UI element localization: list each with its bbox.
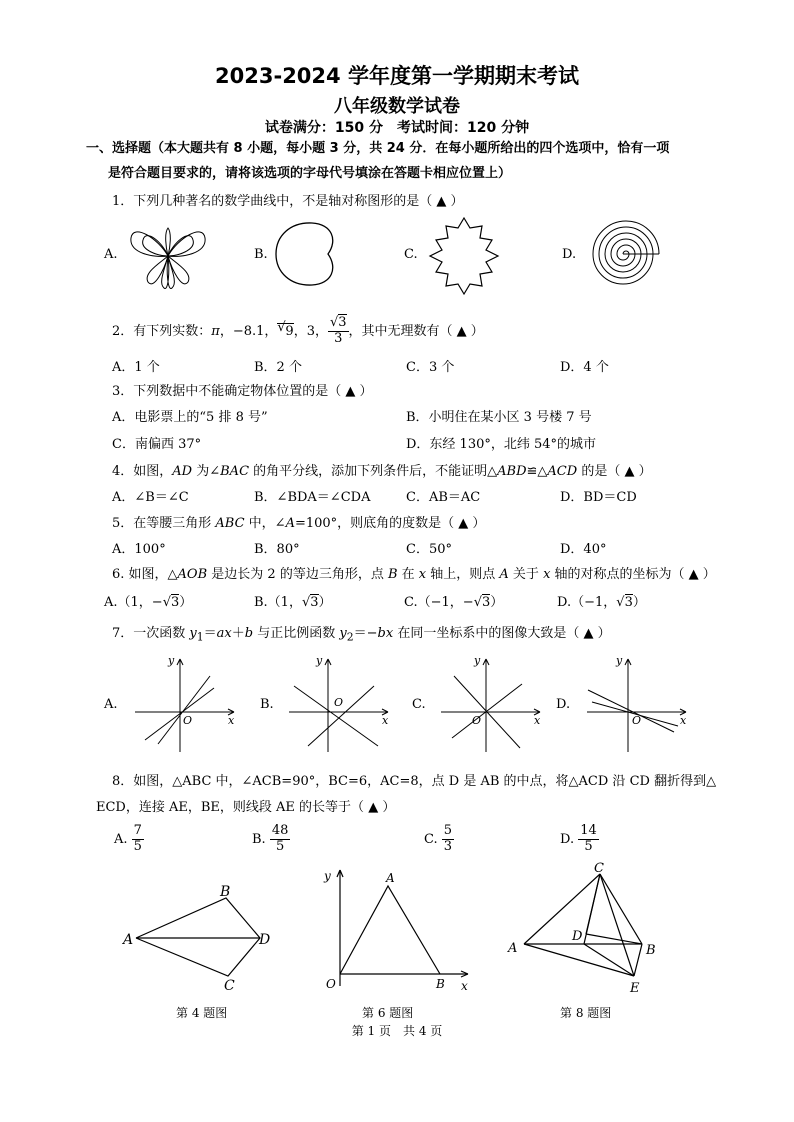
q6-t1: 6. 如图，△ [112, 567, 178, 582]
q8-option-a-frac [132, 824, 144, 855]
q6-option-a [104, 591, 192, 610]
section-heading-line1: 一、选择题（本大题共有 8 小题，每小题 3 分，共 24 分．在每小题所给出的四个选项中，恰有一项 [86, 141, 670, 156]
q8-option-c [424, 824, 454, 855]
fig8-label-d: D [572, 929, 583, 944]
origin-label: O [334, 696, 344, 709]
q7d-line-1 [588, 690, 674, 732]
cardioid-figure [272, 220, 344, 288]
figure-6 [318, 866, 478, 998]
q6-option-b-label: B.（1， [254, 595, 302, 610]
q8-c-num: 5 [443, 823, 453, 838]
butterfly-curve-figure [128, 218, 208, 292]
fig4-label-b: B [220, 884, 231, 900]
spiral-figure [585, 218, 661, 292]
q8-option-b [252, 824, 290, 855]
question-5 [112, 512, 485, 531]
q4-acd: ACD [547, 464, 578, 479]
q7-graph-b [284, 654, 394, 754]
origin-label: O [183, 714, 193, 727]
q4-t1: 为∠ [192, 464, 221, 479]
fig4-label-c: C [224, 978, 235, 994]
q6-option-b-close: ） [318, 595, 332, 610]
sqrt-symbol-icon: √ [329, 315, 339, 330]
q6-t3: 在 [397, 567, 419, 582]
q6-t4: 轴上，则点 [426, 567, 500, 582]
q5-a: A [285, 516, 295, 531]
q5-option-c: C．50° [406, 542, 452, 557]
q3-option-c: C．南偏西 37° [112, 437, 202, 452]
q2-option-d: D．4 个 [560, 360, 609, 375]
x-axis-label: x [382, 714, 389, 727]
q7-t1: 7．一次函数 [112, 626, 190, 641]
q2-option-c: C．3 个 [406, 360, 455, 375]
question-3: 3．下列数据中不能确定物体位置的是（ ▲ ） [112, 384, 373, 399]
q7-sub2: 2 [346, 630, 354, 644]
q6-option-d-label: D.（−1， [557, 595, 617, 610]
x-axis-label: x [228, 714, 235, 727]
q4-option-c: C．AB＝AC [406, 490, 481, 505]
q8-option-d [560, 824, 599, 855]
q6-option-a-close: ） [179, 595, 193, 610]
q8-option-b-frac [270, 824, 291, 855]
q6-option-c-close: ） [490, 595, 504, 610]
q2-prefix: 2．有下列实数： [112, 323, 212, 339]
exam-title: 2023-2024 学年度第一学期期末考试 [215, 64, 579, 88]
q3-option-a: A．电影票上的“5 排 8 号” [112, 410, 268, 425]
figure-4-caption: 第 4 题图 [176, 1006, 228, 1020]
question-2 [112, 316, 484, 347]
fig6-label-x: x [461, 979, 468, 993]
question-8-line2: ECD，连接 AE，BE，则线段 AE 的长等于（ ▲ ） [96, 800, 396, 815]
figure-6-caption: 第 6 题图 [362, 1006, 414, 1020]
q7-bx: bx [377, 626, 394, 641]
exam-info: 试卷满分：150 分 考试时间：120 分钟 [264, 120, 530, 136]
sqrt-symbol-icon: √ [162, 595, 171, 610]
q8-d-den: 5 [584, 838, 593, 854]
fig8-label-b: B [646, 943, 656, 958]
q6-option-d-root: 3 [624, 595, 633, 610]
q6-option-a-label: A.（1，− [104, 595, 163, 610]
fig6-label-b: B [436, 977, 445, 991]
q4-option-a: A．∠B＝∠C [112, 490, 189, 505]
question-1: 1．下列几种著名的数学曲线中，不是轴对称图形的是（ ▲ ） [112, 194, 464, 209]
q2-frac-num-value: 3 [338, 315, 347, 330]
q1-option-b: B. [254, 247, 268, 262]
q4-option-b: B．∠BDA＝∠CDA [254, 490, 371, 505]
q6-option-d [557, 591, 646, 610]
q7b-line-2 [308, 686, 374, 746]
question-6 [112, 563, 716, 582]
q2-mid1: ，−8.1， [219, 323, 278, 339]
q3-option-d: D．东经 130°，北纬 54°的城市 [406, 437, 597, 452]
q2-sqrt9 [277, 319, 294, 339]
q1-option-c: C. [404, 247, 418, 262]
sqrt-symbol-icon: √ [277, 319, 286, 335]
fig6-label-y: y [324, 869, 331, 883]
q7b-line-1 [294, 686, 378, 746]
figure-4 [118, 880, 288, 994]
koch-snowflake-figure [426, 216, 502, 294]
q7-t5: ＝− [353, 626, 378, 641]
fig4-label-a: A [123, 932, 134, 948]
x-axis-label: x [534, 714, 541, 727]
q5-option-d: D．40° [560, 542, 607, 557]
q6-option-a-root: 3 [170, 595, 180, 610]
fig4-label-d: D [259, 932, 271, 948]
q7-t3: ＋ [231, 626, 245, 641]
q8-option-c-label: C. [424, 831, 438, 847]
q7-b: b [244, 626, 254, 641]
y-axis-label: y [316, 654, 323, 667]
q7-option-c: C. [412, 697, 426, 712]
question-8-line1: 8．如图，△ABC 中，∠ACB=90°，BC=6，AC=8，点 D 是 AB 的中点，将△ACD 沿 CD 翻折得到△ [112, 774, 717, 789]
q7-option-d: D. [556, 697, 571, 712]
q7-ax: ax [216, 626, 232, 641]
q7-y1: y [189, 626, 197, 641]
q6-option-c-root: 3 [481, 595, 491, 610]
q1-option-d: D. [562, 247, 577, 262]
q6-t5: 关于 [508, 567, 544, 582]
section-heading-line2: 是符合题目要求的，请将该选项的字母代号填涂在答题卡相应位置上） [108, 166, 512, 181]
question-4 [112, 460, 652, 479]
q8-option-b-label: B. [252, 831, 266, 847]
q2-option-a: A．1 个 [112, 360, 160, 375]
sqrt-symbol-icon: √ [616, 595, 625, 610]
q8-b-num: 48 [271, 823, 289, 838]
q6-t2: 是边长为 2 的等边三角形，点 [207, 567, 388, 582]
q3-option-b: B．小明住在某小区 3 号楼 7 号 [406, 410, 592, 425]
figure-8 [502, 862, 672, 998]
origin-label: O [632, 714, 642, 727]
question-7 [112, 622, 611, 644]
fig8-label-c: C [594, 861, 604, 876]
q4-num: 4．如图， [112, 464, 173, 479]
page-footer: 第 1 页 共 4 页 [351, 1024, 443, 1038]
sqrt-symbol-icon: √ [301, 595, 311, 610]
fig6-label-o: O [326, 977, 336, 991]
q6-option-c [404, 591, 503, 610]
q5-t3: =100°，则底角的度数是（ ▲ ） [294, 516, 486, 531]
q6-option-b [254, 591, 332, 610]
q4-cong: ≌△ [526, 464, 548, 479]
exam-subtitle: 八年级数学试卷 [334, 96, 460, 117]
q5-t1: 5．在等腰三角形 [112, 516, 216, 531]
fig6-label-a: A [386, 871, 395, 885]
q4-bac: BAC [220, 464, 250, 479]
q6-option-b-root: 3 [310, 595, 319, 610]
q7-t6: 在同一坐标系中的图像大致是（ ▲ ） [393, 626, 611, 641]
sqrt-symbol-icon: √ [473, 595, 482, 610]
q2-frac-den: 3 [334, 330, 343, 346]
q8-option-c-frac [442, 824, 454, 855]
q7-option-b: B. [260, 697, 274, 712]
fig8-label-a: A [508, 941, 518, 956]
fig8-label-e: E [630, 981, 640, 996]
q6-a: A [499, 567, 509, 582]
q8-option-a-label: A. [114, 831, 128, 847]
q2-pi: π [211, 323, 220, 339]
q7-option-a: A. [104, 697, 118, 712]
q6-x2: x [543, 567, 551, 582]
q5-t2: 中，∠ [244, 516, 286, 531]
y-axis-label: y [474, 654, 481, 667]
q4-t3: 的是（ ▲ ） [577, 464, 652, 479]
q8-c-den: 3 [443, 838, 453, 854]
q8-option-d-frac [578, 824, 599, 855]
q7-t4: 与正比例函数 [253, 626, 340, 641]
q4-option-d: D．BD＝CD [560, 490, 637, 505]
q6-option-c-label: C.（−1，− [404, 595, 474, 610]
q7-graph-c [436, 654, 546, 754]
q7-y2: y [339, 626, 347, 641]
q6-t6: 轴的对称点的坐标为（ ▲ ） [550, 567, 716, 582]
q7-t2: ＝ [203, 626, 217, 641]
q4-ad: AD [172, 464, 193, 479]
q8-a-num: 7 [133, 823, 142, 838]
q2-sqrt9-value: 9 [285, 323, 294, 339]
y-axis-label: y [168, 654, 175, 667]
figure-8-caption: 第 8 题图 [560, 1006, 612, 1020]
q6-x1: x [418, 567, 427, 582]
q2-suffix: ，其中无理数有（ ▲ ） [348, 323, 484, 339]
x-axis-label: x [680, 714, 687, 727]
q6-aob: AOB [177, 567, 208, 582]
q5-option-b: B．80° [254, 542, 300, 557]
q7-sub1: 1 [196, 630, 204, 644]
q2-fraction [328, 316, 349, 347]
q2-option-b: B．2 个 [254, 360, 302, 375]
q7-graph-a [130, 654, 240, 754]
q7c-line-1 [452, 684, 522, 738]
q7-graph-d [582, 654, 692, 754]
q8-b-den: 5 [275, 838, 285, 854]
q1-option-a: A. [104, 247, 118, 262]
q4-t2: 的角平分线，添加下列条件后，不能证明△ [249, 464, 498, 479]
q4-abd: ABD [497, 464, 527, 479]
q8-option-a [114, 824, 144, 855]
origin-label: O [472, 714, 482, 727]
q8-option-d-label: D. [560, 831, 575, 847]
q8-a-den: 5 [133, 838, 142, 854]
y-axis-label: y [616, 654, 623, 667]
q5-option-a: A．100° [112, 542, 166, 557]
q2-frac-num [328, 316, 349, 332]
q5-abc: ABC [215, 516, 245, 531]
q6-option-d-close: ） [632, 595, 646, 610]
q8-d-num: 14 [580, 823, 597, 838]
q2-mid2: ，3， [293, 323, 328, 339]
q6-b: B [387, 567, 398, 582]
